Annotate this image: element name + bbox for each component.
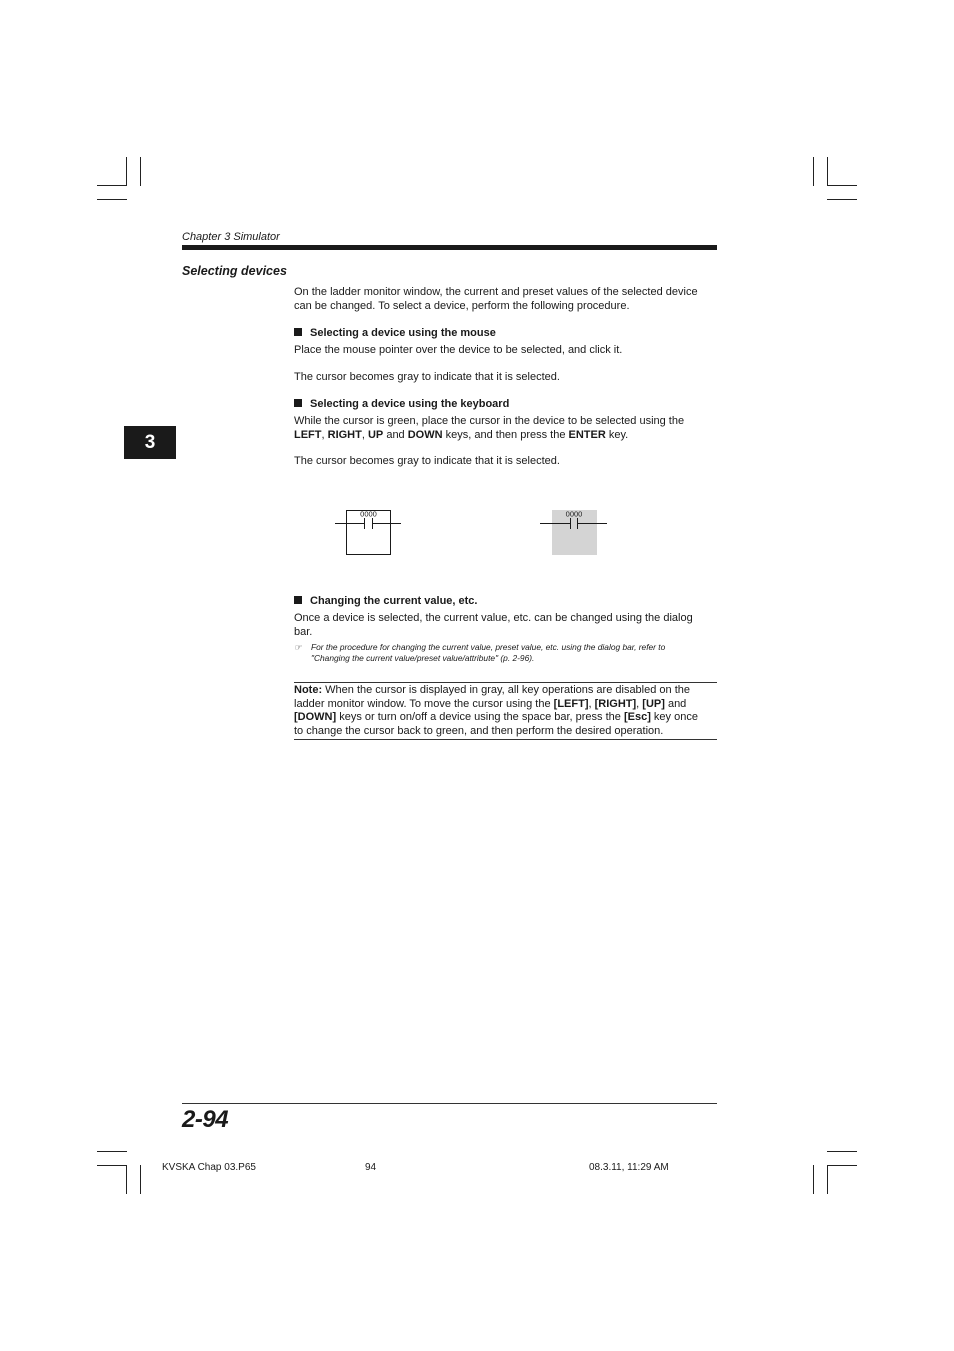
end-text: key.: [605, 428, 629, 441]
footer-datetime: 08.3.11, 11:29 AM: [589, 1162, 669, 1173]
reference-icon: ☞: [294, 642, 302, 652]
chapter-label: Chapter 3 Simulator: [182, 231, 280, 243]
contact-selected-diagram: [535, 505, 615, 560]
keyboard-line-3: The cursor becomes gray to indicate that it is selected.: [294, 455, 560, 467]
key-up: UP: [367, 428, 384, 441]
page-number: 2-94: [182, 1106, 229, 1133]
intro-line-1: On the ladder monitor window, the current and preset values of the selected device: [294, 286, 698, 298]
key-down: [DOWN]: [294, 711, 337, 724]
changing-heading-text: Changing the current value, etc.: [310, 595, 478, 607]
key-left: LEFT: [294, 428, 322, 441]
keyboard-heading-text: Selecting a device using the keyboard: [310, 398, 510, 410]
keyboard-line-2: [294, 429, 684, 443]
keyboard-paragraph: [294, 415, 684, 442]
key-right: RIGHT: [327, 428, 362, 441]
note-text: key once: [650, 711, 698, 724]
footer-rule: [182, 1103, 717, 1104]
note-text: ladder monitor window. To move the cursor using the: [294, 697, 554, 710]
note-label: Note:: [294, 684, 323, 696]
device-number: 0000: [360, 509, 377, 519]
contact-unselected-diagram: [330, 505, 410, 560]
key-down: DOWN: [407, 428, 443, 441]
note-top-rule: [294, 682, 717, 683]
key-enter: ENTER: [568, 428, 606, 441]
note-box: [294, 684, 698, 738]
mouse-heading-text: Selecting a device using the mouse: [310, 327, 496, 339]
reference-note: [311, 642, 665, 664]
changing-paragraph: [294, 612, 693, 639]
intro-paragraph: [294, 286, 698, 313]
note-line-3: [294, 711, 698, 725]
section-title: Selecting devices: [182, 264, 287, 278]
bullet-square-icon: [294, 596, 302, 604]
reference-line-2: "Changing the current value/preset value/attribute" (p. 2-96).: [311, 653, 535, 663]
key-up: [UP]: [642, 697, 665, 710]
mouse-line-2: The cursor becomes gray to indicate that it is selected.: [294, 371, 560, 383]
chapter-tab: 3: [124, 426, 176, 459]
device-number: 0000: [565, 509, 583, 519]
sep: ,: [321, 428, 328, 441]
bullet-square-icon: [294, 399, 302, 407]
keys-text: keys, and then press the: [442, 428, 569, 441]
key-left: [LEFT]: [553, 697, 589, 710]
changing-heading: [294, 595, 477, 607]
header-rule: [182, 245, 717, 250]
note-line-4: to change the cursor back to green, and then perform the desired operation.: [294, 724, 664, 737]
mouse-heading: [294, 327, 496, 339]
keyboard-heading: [294, 398, 509, 410]
note-text: When the cursor is displayed in gray, all key operations are disabled on the: [322, 684, 690, 696]
keyboard-line-1: While the cursor is green, place the cursor in the device to be selected using the: [294, 415, 685, 427]
footer-page: 94: [365, 1162, 377, 1173]
sep: ,: [361, 428, 368, 441]
sep: ,: [636, 697, 643, 710]
intro-line-2: can be changed. To select a device, perform the following procedure.: [294, 299, 630, 312]
bullet-square-icon: [294, 328, 302, 336]
changing-line-1: Once a device is selected, the current value, etc. can be changed using the dialog: [294, 612, 693, 624]
and-text: and: [383, 428, 408, 441]
note-text: keys or turn on/off a device using the space bar, press the: [336, 711, 624, 724]
changing-line-2: bar.: [294, 625, 313, 638]
reference-line-1: For the procedure for changing the current value, preset value, etc. using the dialog bar, refer to: [311, 642, 666, 652]
mouse-line-1: Place the mouse pointer over the device to be selected, and click it.: [294, 344, 623, 356]
note-line-2: [294, 698, 698, 712]
sep: ,: [588, 697, 595, 710]
key-right: [RIGHT]: [594, 697, 637, 710]
note-bottom-rule: [294, 739, 717, 740]
and-text: and: [664, 697, 687, 710]
key-esc: [Esc]: [623, 711, 651, 724]
footer-file: KVSKA Chap 03.P65: [162, 1162, 256, 1173]
note-line-1: [294, 684, 698, 698]
